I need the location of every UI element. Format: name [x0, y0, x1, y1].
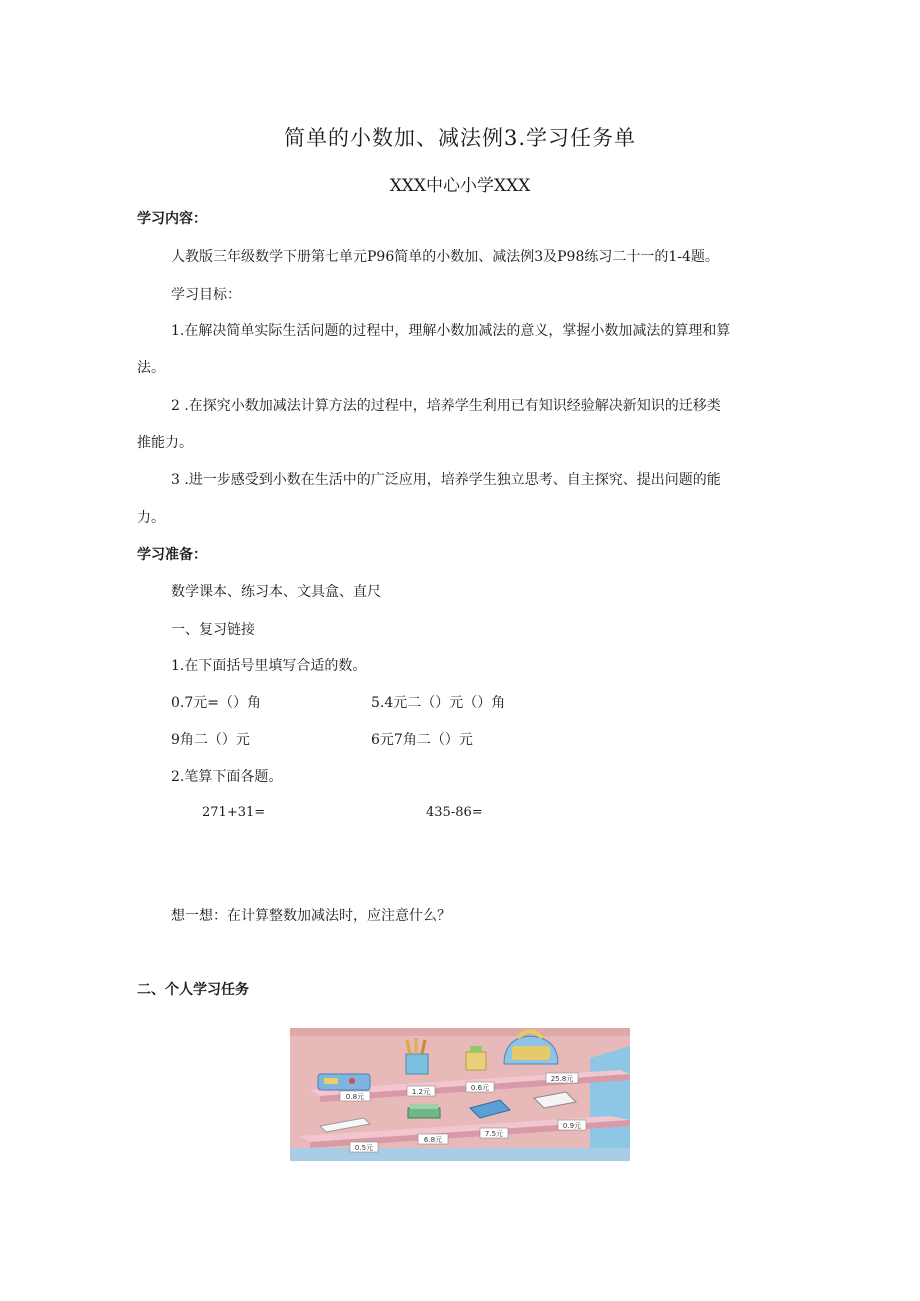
pencil-box-icon [318, 1074, 370, 1090]
price-tag-text: 7.5元 [484, 1130, 504, 1138]
price-tag [480, 1128, 508, 1138]
price-tag-text: 0.6元 [470, 1084, 490, 1092]
goal-1-line-2: 法。 [137, 360, 165, 376]
price-tag [418, 1134, 448, 1144]
review-q1-item-a: 0.7元=（）角 [171, 695, 261, 711]
price-tag-text: 0.8元 [345, 1093, 365, 1101]
price-tag-text: 0.5元 [354, 1144, 374, 1152]
review-q2-item-a: 271+31= [202, 805, 266, 820]
price-tag-text: 25.8元 [550, 1075, 574, 1083]
review-q2-item-b: 435-86= [426, 805, 483, 820]
review-think: 想一想：在计算整数加减法时，应注意什么？ [171, 908, 451, 924]
goal-3-line-1: 3 .进一步感受到小数在生活中的广泛应用，培养学生独立思考、自主探究、提出问题的能 [171, 472, 721, 488]
preparation-heading: 学习准备： [137, 547, 207, 563]
task-heading: 二、个人学习任务 [137, 982, 249, 998]
price-tag [466, 1082, 494, 1092]
price-tag [407, 1086, 435, 1096]
document-subtitle: XXX中心小学XXX [389, 176, 531, 196]
goal-2-line-2: 推能力。 [137, 435, 193, 451]
notebook-stack-icon [408, 1104, 440, 1118]
document-title: 简单的小数加、减法例3.学习任务单 [283, 126, 637, 150]
goal-1-line-1: 1.在解决简单实际生活问题的过程中，理解小数加减法的意义，掌握小数加减法的算理和算 [171, 323, 731, 339]
price-tag [340, 1091, 370, 1101]
price-tag [546, 1073, 578, 1083]
review-heading: 一、复习链接 [171, 622, 255, 638]
goal-3-line-2: 力。 [137, 510, 165, 526]
review-q1-item-b: 5.4元二（）元（）角 [371, 695, 506, 711]
preparation-items: 数学课本、练习本、文具盒、直尺 [171, 584, 381, 600]
goal-2-line-1: 2 .在探究小数加减法计算方法的过程中，培养学生利用已有知识经验解决新知识的迁移类 [171, 398, 721, 414]
content-heading: 学习内容： [137, 211, 207, 227]
price-tag-text: 6.8元 [423, 1136, 443, 1144]
review-q1-item-c: 9角二（）元 [171, 732, 250, 748]
price-tag-text: 1.2元 [411, 1088, 431, 1096]
goals-label: 学习目标： [171, 287, 241, 303]
review-q1-item-d: 6元7角二（）元 [371, 732, 473, 748]
price-tag-text: 0.9元 [562, 1122, 582, 1130]
price-tag [558, 1120, 586, 1130]
price-tag [350, 1142, 378, 1152]
content-text: 人教版三年级数学下册第七单元P96简单的小数加、减法例3及P98练习二十一的1-4题。 [171, 249, 719, 265]
shelf-illustration [290, 1028, 630, 1161]
review-question-2: 2.笔算下面各题。 [171, 769, 283, 785]
review-question-1: 1.在下面括号里填写合适的数。 [171, 658, 367, 674]
